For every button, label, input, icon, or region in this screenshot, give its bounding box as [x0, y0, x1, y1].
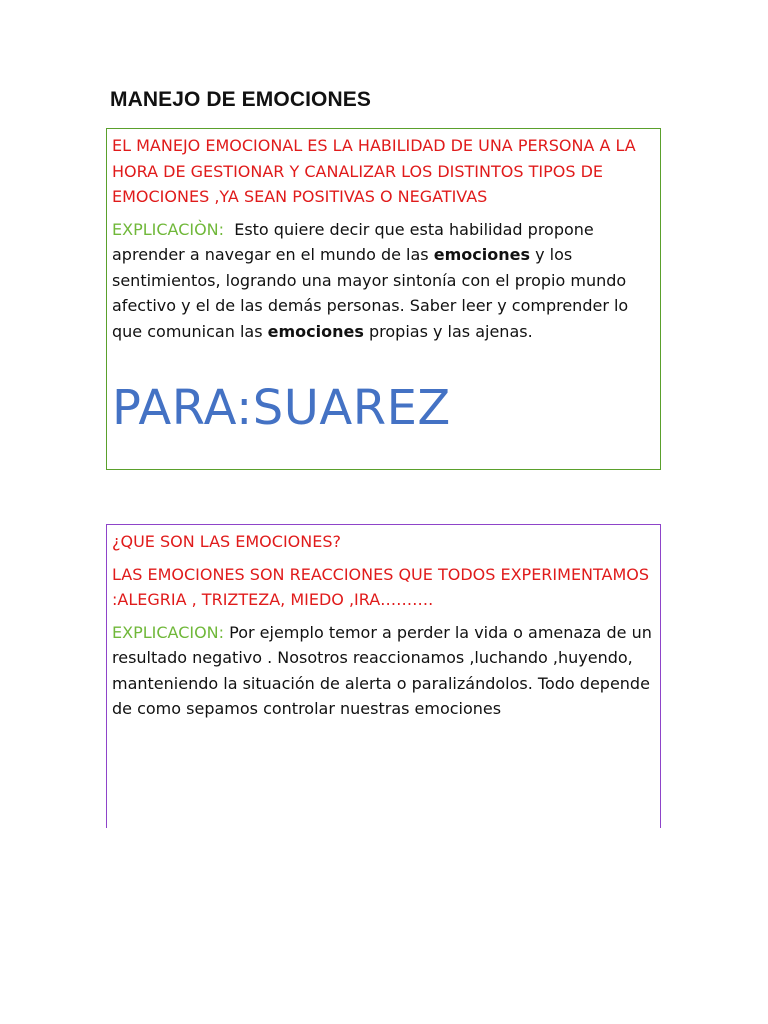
explanation-text-3: propias y las ajenas.: [368, 321, 533, 341]
recipient-name: PARA:SUAREZ: [112, 380, 451, 436]
definition-text: EL MANEJO EMOCIONAL ES LA HABILIDAD DE UNA PERSONA A LA HORA DE GESTIONAR Y CANALIZAR LOS DISTINTOS TIPOS DE EMOCIONES ,YA SEAN POSITIVAS O NEGATIVAS: [112, 136, 636, 206]
emphasis-emociones-1: emociones: [433, 245, 530, 264]
definition-text: LAS EMOCIONES SON REACCIONES QUE TODOS EXPERIMENTAMOS :ALEGRIA , TRIZTEZA, MIEDO ,IRA……….: [112, 564, 650, 609]
explanation-label: EXPLICACIÒN:: [112, 219, 225, 239]
emphasis-emociones-2: emociones: [267, 321, 364, 341]
explanation-paragraph: [112, 620, 654, 722]
explanation-text: Por ejemplo temor a perder la vida o amenaza de un resultado negativo . Nosotros reaccionamos ,luchando ,huyendo, manteniendo la situación de alerta o paralizándolos. Todo depende de como sepamos controlar nuestras emociones: [112, 622, 652, 718]
section-que-son-emociones: [106, 524, 661, 828]
document-title: MANEJO DE EMOCIONES: [110, 88, 371, 111]
explanation-label: EXPLICACION:: [112, 622, 225, 642]
section-manejo-emocional: [106, 128, 661, 470]
question-heading: ¿QUE SON LAS EMOCIONES?: [112, 532, 341, 551]
explanation-text-1: Esto quiere decir que esta habilidad propone aprender a navegar en el mundo de las: [112, 219, 594, 264]
explanation-paragraph: [112, 217, 654, 345]
explanation-text-2: y los sentimientos, logrando una mayor sintonía con el propio mundo afectivo y el de las demás personas. Saber leer y comprender lo que comunican las: [112, 245, 629, 341]
